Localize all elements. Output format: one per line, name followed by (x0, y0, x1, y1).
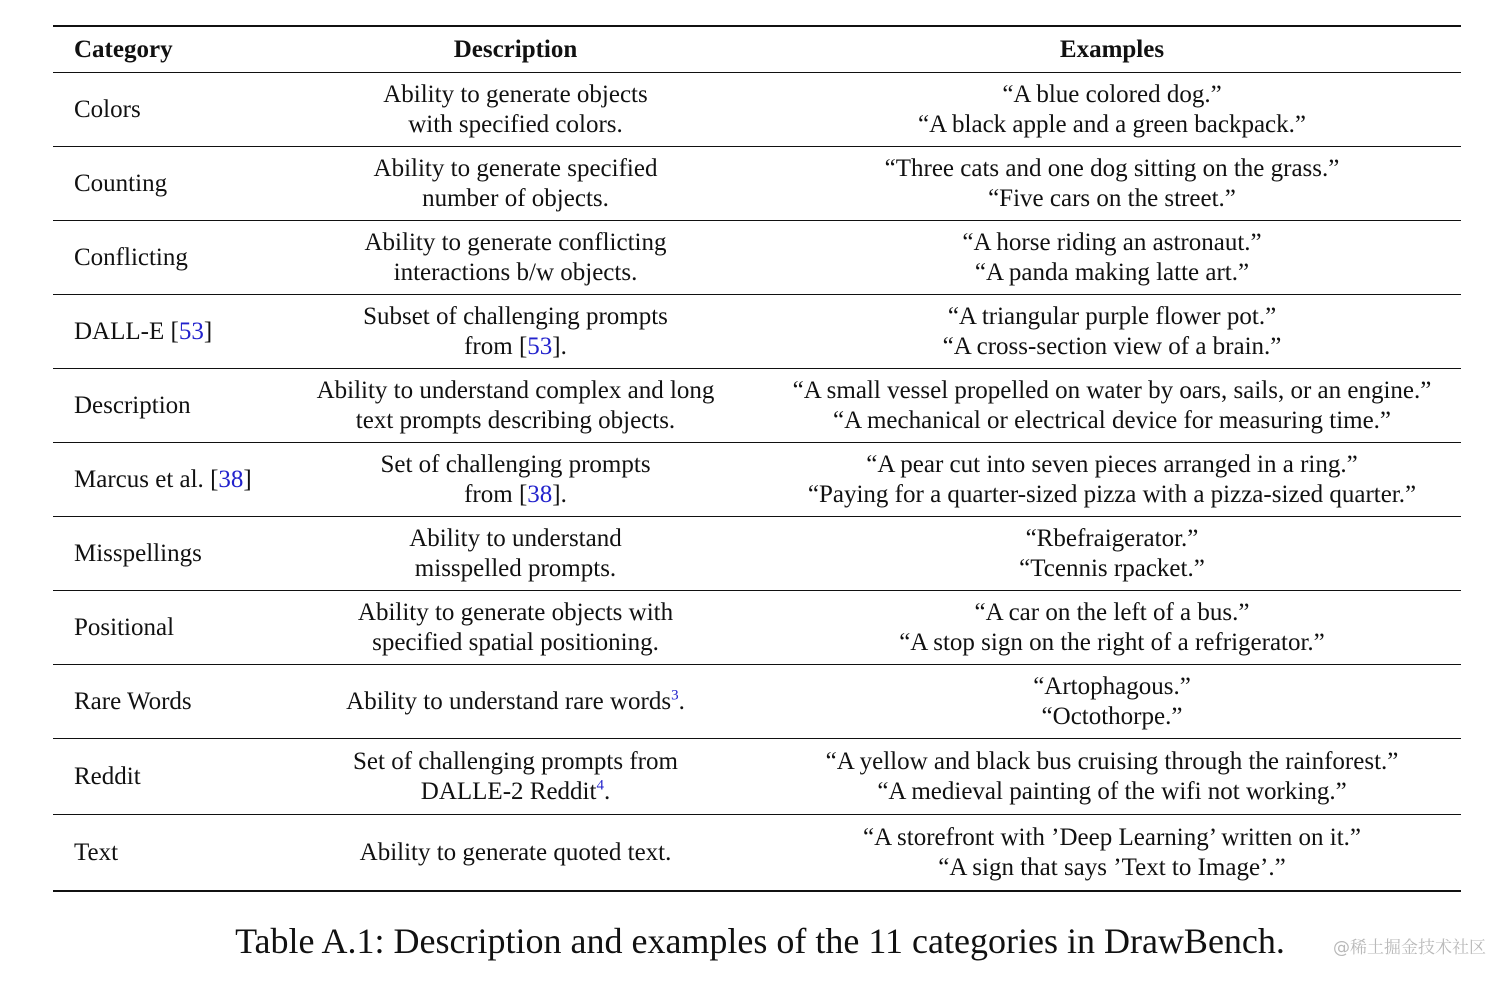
examples-cell: “A horse riding an astronaut.” “A panda making latte art.” (962, 228, 1262, 286)
examples-cell: “A small vessel propelled on water by oars, sails, or an engine.” “A mechanical or electrical device for measuring time.” (792, 376, 1432, 434)
watermark: @稀土掘金技术社区 (1333, 938, 1486, 958)
examples-cell: “A car on the left of a bus.” “A stop sign on the right of a refrigerator.” (899, 598, 1325, 656)
citation-link[interactable]: 38 (527, 480, 553, 508)
category-cell: Misspellings (74, 539, 202, 567)
examples-cell: “Artophagous.” “Octothorpe.” (1033, 672, 1191, 730)
citation-link[interactable]: 53 (527, 332, 553, 360)
description-cell: Ability to generate objects with specified spatial positioning. (357, 598, 674, 656)
examples-cell: “A yellow and black bus cruising through the rainforest.” “A medieval painting of the wifi not working.” (825, 747, 1399, 805)
category-cell: Reddit (74, 762, 141, 790)
drawbench-table-container (53, 25, 1461, 892)
table-row (53, 665, 1461, 739)
description-cell: Ability to understand complex and long text prompts describing objects. (316, 376, 715, 434)
category-cell: Description (74, 391, 191, 419)
examples-cell: “A triangular purple flower pot.” “A cross-section view of a brain.” (942, 302, 1282, 360)
description-cell: Subset of challenging prompts from [53]. (363, 302, 668, 360)
table-row (53, 221, 1461, 295)
table-row (53, 443, 1461, 517)
description-cell: Ability to generate conflicting interactions b/w objects. (364, 228, 667, 286)
header-description: Description (453, 35, 578, 63)
category-cell: Text (74, 838, 119, 866)
citation-link[interactable]: 38 (218, 465, 244, 493)
description-cell: Set of challenging prompts from DALLE-2 Reddit$^4$. (353, 747, 678, 805)
table-row (53, 147, 1461, 221)
table-row (53, 815, 1461, 892)
table-row (53, 739, 1461, 815)
footnote-marker[interactable]: 4 (596, 777, 604, 794)
description-cell: Ability to generate quoted text. (359, 838, 672, 866)
examples-cell: “A pear cut into seven pieces arranged in a ring.” “Paying for a quarter-sized pizza with a pizza-sized quarter.” (807, 450, 1417, 508)
category-cell: Colors (74, 95, 141, 123)
category-cell: DALL-E [53] (74, 317, 213, 345)
table-row (53, 295, 1461, 369)
examples-cell: “Rbefraigerator.” “Tcennis rpacket.” (1019, 524, 1205, 582)
table-row (53, 517, 1461, 591)
description-cell: Set of challenging prompts from [38]. (380, 450, 651, 508)
description-cell: Ability to understand rare words$^3$. (346, 687, 685, 715)
table-row (53, 369, 1461, 443)
examples-cell: “A storefront with ’Deep Learning’ written on it.” “A sign that says ’Text to Image’.” (863, 823, 1361, 881)
header-examples: Examples (1059, 35, 1165, 63)
header-category: Category (74, 35, 173, 63)
examples-cell: “A blue colored dog.” “A black apple and a green backpack.” (918, 80, 1306, 138)
drawbench-categories-table (53, 25, 1461, 892)
category-cell: Rare Words (74, 687, 192, 715)
table-row (53, 591, 1461, 665)
examples-cell: “Three cats and one dog sitting on the grass.” “Five cars on the street.” (884, 154, 1340, 212)
category-cell: Positional (74, 613, 175, 641)
citation-link[interactable]: 53 (178, 317, 204, 345)
category-cell: Marcus et al. [38] (74, 465, 252, 493)
table-header-row (53, 26, 1461, 73)
table-row (53, 73, 1461, 147)
category-cell: Counting (74, 169, 168, 197)
description-cell: Ability to generate objects with specified colors. (383, 80, 648, 138)
description-cell: Ability to generate specified number of objects. (373, 154, 658, 212)
category-cell: Conflicting (74, 243, 188, 271)
footnote-marker[interactable]: 3 (671, 687, 679, 704)
description-cell: Ability to understand misspelled prompts. (409, 524, 622, 582)
table-caption: Table A.1: Description and examples of the 11 categories in DrawBench. (235, 921, 1285, 961)
